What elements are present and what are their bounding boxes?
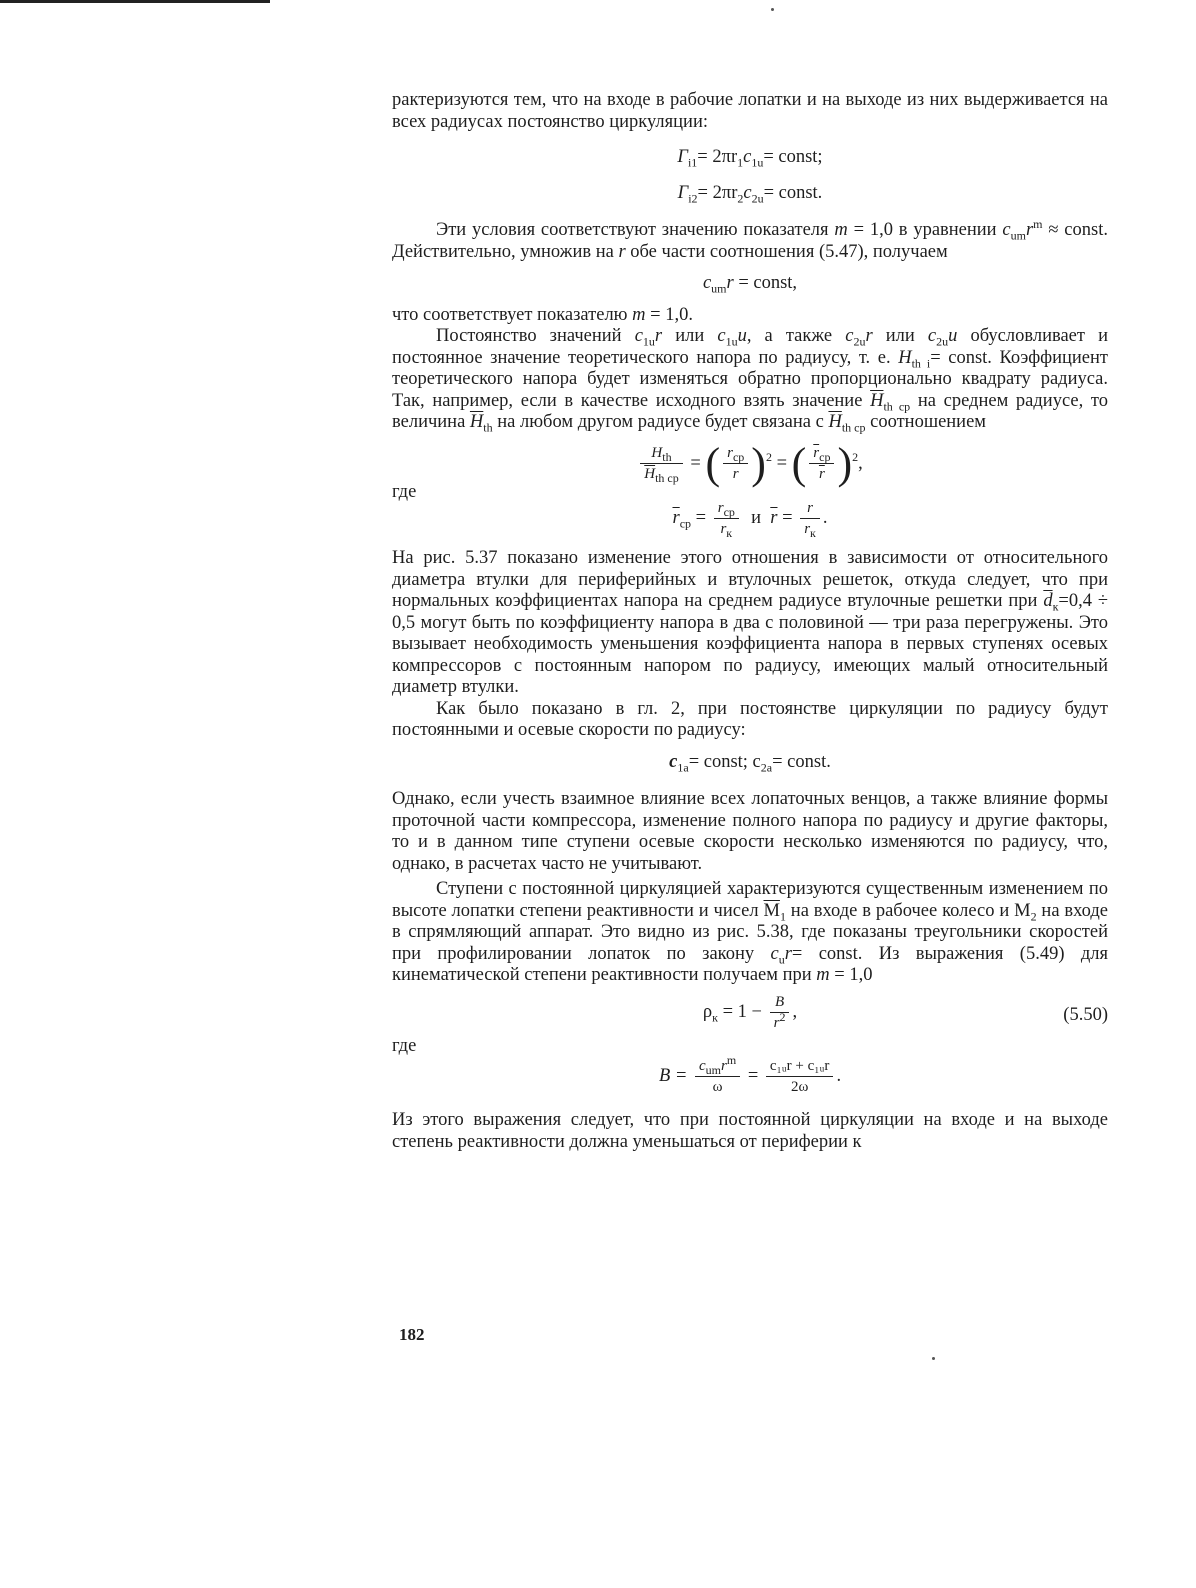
equation-relative-radius: $\overline{r}_{ср}$ = $\frac{r_{ср}}{r_к}$ и $\overline{r}$ = $\frac{r}{r_к}$ .: [672, 500, 828, 540]
paragraph: что соответствует показателю m = 1,0.: [392, 304, 693, 325]
paragraph: Как было показано в гл. 2, при постоянстве циркуляции по радиусу будут постоянными и осевые скорости по радиусу:: [392, 698, 1108, 740]
paragraph: Однако, если учесть взаимное влияние всех лопаточных венцов, а также влияние формы проточной части компрессора, изменение полного напора по радиусу и другие факторы, то и в данном типе ступени осевые скорости несколько изменяются по радиусу, что, однако, в расчетах часто не учитывают.: [392, 789, 1108, 874]
equation-5-50: $\rho_к = 1$ − $\frac{B}{r^2}$ , (5.50): [702, 993, 1108, 1031]
equation-circulation-1: $Г_{i1}= 2\pi r_1c_{1u}=$ const;: [677, 147, 823, 170]
paragraph: На рис. 5.37 показано изменение этого отношения в зависимости от относительного диаметра втулки для периферийных и втулочных решеток, откуда следует, что при нормальных коэффициентах напора на среднем радиусе втулочные решетки при $\overline{d}_к=0,4 \div 0,5$ могут быть по коэффициенту напора в два с половиной — три раза перегружены. Это вызывает необходимость уменьшения коэффициента напора в первых ступенях осевых компрессоров с постоянным напором по радиусу, имеющих малый относительный диаметр втулки.: [392, 548, 1108, 697]
paragraph: Эти условия соответствуют значению показателя m = 1,0 в уравнении $c_{um}r^m$ ≈ const. Действительно, умножив на r обе части соотношения (5.47), получаем: [392, 216, 1108, 262]
paragraph: рактеризуются тем, что на входе в рабочие лопатки и на выходе из них выдерживается на всех радиусах постоянство циркуляции:: [392, 90, 1108, 132]
paragraph: Из этого выражения следует, что при постоянной циркуляции на входе и на выходе степень реактивности должна уменьшаться от периферии к: [392, 1110, 1108, 1152]
where-label: где: [392, 1035, 417, 1056]
where-label: где: [392, 481, 417, 502]
paragraph: Ступени с постоянной циркуляцией характеризуются существенным изменением по высоте лопатки степени реактивности и чисел $\overline{M}_1$ на входе в рабочее колесо и $M_2$ на входе в спрямляющий аппарат. Это видно из рис. 5.38, где показаны треугольники скоростей при профилировании лопаток по закону $c_ur=$ const. Из выражения (5.49) для кинематической степени реактивности получаем при m = 1,0: [392, 879, 1109, 985]
document-body: [392, 90, 1108, 1153]
equation-head-ratio: $\frac{H_{th}}{\overline{H}_{th ср}}$ = ( $\frac{r_{ср}}{r}$ )$^2$ = ( $\frac{\overline{r}_{ср}}{r}$ )$^2$,: [392, 442, 1108, 486]
equation-number: (5.50): [1063, 1004, 1108, 1025]
equation-axial-velocity: $c_{1a}=$ const; $c_{2a}=$ const.: [669, 751, 831, 775]
scan-speck: [771, 8, 774, 11]
top-rule: [0, 0, 270, 3]
equation-B: B = $\frac{c_{um}r^m}{\omega}$ = $\frac{\text{c₁ᵤr + c₁ᵤr}}{2\omega}$ .: [658, 1053, 842, 1095]
page-number: 182: [399, 1325, 425, 1344]
equation-circulation-2: $Г_{i2}= 2\pi r_2c_{2u}=$ const.: [677, 182, 823, 206]
equation-cum-r: $c_{um}r$ = const,: [702, 273, 798, 296]
paragraph: Постоянство значений $c_{1u}r$ или $c_{1u}u$, а также $c_{2u}r$ или $c_{2u}u$ обусловливает и постоянное значение теоретического напора по радиусу, т. е. $H_{th i}=$ const. Коэффициент теоретического напора будет изменяться обратно пропорционально квадрату радиуса. Так, например, если в качестве исходного взять значение $\overline{H}_{th ср}$ на среднем радиусе, то величина $\overline{H}_{th}$ на любом другом радиусе будет связана с $\overline{H}_{th ср}$ соотношением: [392, 326, 1108, 435]
scan-speck: [932, 1357, 935, 1360]
